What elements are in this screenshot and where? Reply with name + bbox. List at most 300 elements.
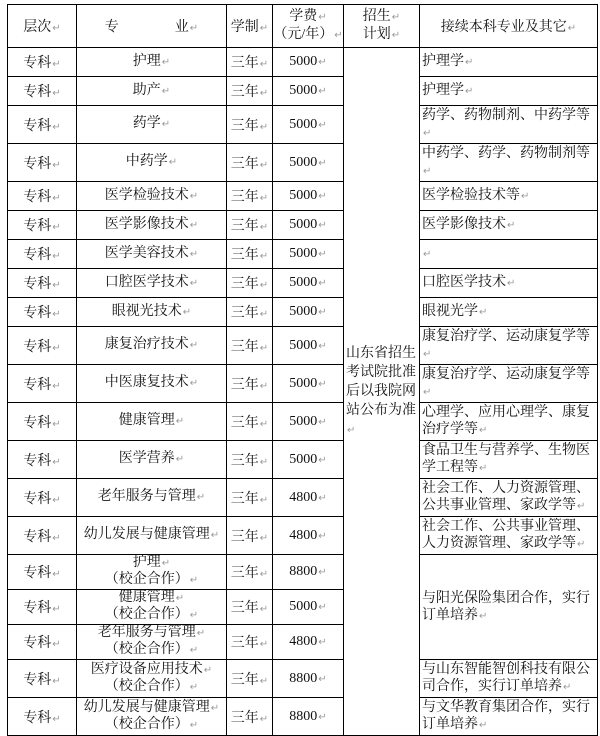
continuation-value: 口腔医学技术 <box>422 275 506 290</box>
paragraph-mark-icon: ↵ <box>52 23 61 34</box>
duration-cell <box>227 269 273 298</box>
level-value: 专科 <box>23 415 52 431</box>
duration-cell <box>227 441 273 479</box>
major-value: 健康管理 <box>118 590 175 605</box>
tuition-value: 5000 <box>289 413 318 429</box>
major-cell <box>77 298 227 327</box>
tuition-cell <box>273 211 344 240</box>
table-row <box>8 77 598 106</box>
paragraph-mark-icon: ↵ <box>196 628 206 639</box>
paragraph-mark-icon: ↵ <box>52 675 61 687</box>
paragraph-mark-icon: ↵ <box>259 456 269 468</box>
paragraph-mark-icon: ↵ <box>196 492 206 503</box>
paragraph-mark-icon: ↵ <box>52 639 61 650</box>
continuation-cell <box>420 298 598 327</box>
duration-value: 三年 <box>230 277 259 292</box>
paragraph-mark-icon: ↵ <box>259 494 269 506</box>
tuition-value: 5000 <box>289 337 318 353</box>
major-value: 眼视光技术 <box>111 303 182 319</box>
tuition-cell <box>273 269 344 298</box>
paragraph-mark-icon: ↵ <box>318 567 327 578</box>
paragraph-mark-icon: ↵ <box>479 463 488 474</box>
tuition-value: 5000 <box>289 451 318 467</box>
header-tuition-label: 学费 <box>289 9 318 24</box>
paragraph-mark-icon: ↵ <box>423 166 432 177</box>
duration-cell <box>227 555 273 590</box>
paragraph-mark-icon: ↵ <box>259 222 269 233</box>
continuation-cell <box>420 77 598 106</box>
major-cell <box>77 660 227 698</box>
level-value: 专科 <box>23 566 52 581</box>
table-row <box>8 365 598 403</box>
coop-note-cell <box>420 555 598 660</box>
paragraph-mark-icon: ↵ <box>52 121 61 133</box>
paragraph-mark-icon: ↵ <box>161 558 171 569</box>
table-row <box>8 555 598 590</box>
paragraph-mark-icon: ↵ <box>52 532 61 544</box>
level-cell <box>8 106 77 144</box>
duration-cell <box>227 365 273 403</box>
level-cell <box>8 182 77 211</box>
paragraph-mark-icon: ↵ <box>577 501 586 512</box>
tuition-cell <box>273 590 344 625</box>
table-row <box>8 517 598 555</box>
paragraph-mark-icon: ↵ <box>203 664 213 676</box>
paragraph-mark-icon: ↵ <box>318 157 327 169</box>
continuation-cell <box>420 106 598 144</box>
tuition-value: 5000 <box>289 275 318 290</box>
continuation-cell <box>420 211 598 240</box>
paragraph-mark-icon: ↵ <box>175 593 185 604</box>
tuition-value: 5000 <box>289 116 318 132</box>
table-row <box>8 240 598 269</box>
enrollment-plan-note: 山东省招生考试院批准后以我院网站公布为准 <box>346 345 416 418</box>
header-continuation-label: 接续本科专业及其它 <box>440 20 567 35</box>
tuition-cell <box>273 365 344 403</box>
level-cell <box>8 660 77 698</box>
major-value: 老年服务与管理 <box>97 489 196 504</box>
level-value: 专科 <box>23 529 52 545</box>
paragraph-mark-icon: ↵ <box>318 602 327 613</box>
continuation-value: 眼视光学 <box>422 304 478 319</box>
level-cell <box>8 590 77 625</box>
paragraph-mark-icon: ↵ <box>259 23 269 34</box>
paragraph-mark-icon: ↵ <box>259 59 269 70</box>
paragraph-mark-icon: ↵ <box>259 309 269 320</box>
major-cell <box>77 106 227 144</box>
level-cell <box>8 77 77 106</box>
paragraph-mark-icon: ↵ <box>507 278 516 289</box>
level-cell <box>8 441 77 479</box>
paragraph-mark-icon: ↵ <box>521 191 530 202</box>
paragraph-mark-icon: ↵ <box>318 278 327 289</box>
paragraph-mark-icon: ↵ <box>391 30 401 41</box>
major-cell <box>77 269 227 298</box>
major-value: （校企合作） <box>104 716 189 732</box>
major-value: 医学检验技术 <box>104 187 189 203</box>
paragraph-mark-icon: ↵ <box>52 59 61 70</box>
continuation-value: 社会工作、人力资源管理、公共事业管理、家政学等 <box>422 481 590 513</box>
table-row <box>8 698 598 736</box>
level-cell <box>8 269 77 298</box>
continuation-cell <box>420 517 598 555</box>
tuition-cell <box>273 517 344 555</box>
tuition-cell <box>273 479 344 517</box>
major-value: 口腔医学技术 <box>104 274 189 290</box>
major-cell <box>77 48 227 77</box>
paragraph-mark-icon: ↵ <box>189 190 199 202</box>
continuation-cell <box>420 403 598 441</box>
level-value: 专科 <box>23 277 52 292</box>
level-cell <box>8 403 77 441</box>
major-cell <box>77 590 227 625</box>
level-value: 专科 <box>23 377 52 393</box>
paragraph-mark-icon: ↵ <box>479 307 488 318</box>
paragraph-mark-icon: ↵ <box>259 88 269 99</box>
paragraph-mark-icon: ↵ <box>318 249 327 260</box>
header-duration-label: 学制 <box>230 20 259 35</box>
major-cell <box>77 240 227 269</box>
paragraph-mark-icon: ↵ <box>189 277 199 289</box>
continuation-cell <box>420 269 598 298</box>
header-major <box>77 5 227 48</box>
tuition-value: 4800 <box>289 489 318 505</box>
tuition-cell <box>273 403 344 441</box>
tuition-value: 5000 <box>289 375 318 391</box>
duration-cell <box>227 327 273 365</box>
paragraph-mark-icon: ↵ <box>52 280 61 291</box>
paragraph-mark-icon: ↵ <box>52 309 61 320</box>
major-value: 健康管理 <box>118 413 175 428</box>
major-value: 幼儿发展与健康管理 <box>83 527 210 542</box>
table-row <box>8 403 598 441</box>
paragraph-mark-icon: ↵ <box>52 380 61 392</box>
paragraph-mark-icon: ↵ <box>189 378 199 389</box>
paragraph-mark-icon: ↵ <box>182 306 192 318</box>
paragraph-mark-icon: ↵ <box>259 532 269 544</box>
continuation-value: 社会工作、公共事业管理、人力资源管理、家政学等 <box>422 519 590 551</box>
duration-value: 三年 <box>230 156 259 172</box>
paragraph-mark-icon: ↵ <box>52 418 61 430</box>
paragraph-mark-icon: ↵ <box>318 378 327 390</box>
paragraph-mark-icon: ↵ <box>259 713 269 725</box>
level-cell <box>8 365 77 403</box>
tuition-value: 8800 <box>289 564 318 579</box>
continuation-value: 护理学 <box>422 83 464 98</box>
duration-value: 三年 <box>230 56 259 71</box>
duration-value: 三年 <box>230 219 259 234</box>
duration-cell <box>227 240 273 269</box>
continuation-cell <box>420 240 598 269</box>
paragraph-mark-icon: ↵ <box>52 604 61 615</box>
paragraph-mark-icon: ↵ <box>318 340 327 352</box>
major-cell <box>77 365 227 403</box>
tuition-cell <box>273 48 344 77</box>
continuation-value: 护理学 <box>422 54 464 69</box>
paragraph-mark-icon: ↵ <box>161 56 171 68</box>
continuation-value: 食品卫生与营养学、生物医学工程等 <box>422 443 590 475</box>
major-cell <box>77 403 227 441</box>
tuition-cell <box>273 240 344 269</box>
duration-cell <box>227 182 273 211</box>
level-cell <box>8 479 77 517</box>
paragraph-mark-icon: ↵ <box>259 675 269 687</box>
table-row <box>8 182 598 211</box>
continuation-cell <box>420 144 598 182</box>
paragraph-mark-icon: ↵ <box>334 30 343 41</box>
major-cell <box>77 555 227 590</box>
continuation-cell <box>420 698 598 736</box>
header-tuition <box>273 5 344 48</box>
level-cell <box>8 240 77 269</box>
paragraph-mark-icon: ↵ <box>189 681 199 693</box>
header-tuition-unit: （元/年） <box>273 27 334 42</box>
paragraph-mark-icon: ↵ <box>168 157 178 168</box>
paragraph-mark-icon: ↵ <box>259 569 269 580</box>
header-continuation <box>420 5 598 48</box>
major-cell <box>77 182 227 211</box>
duration-value: 三年 <box>230 710 259 726</box>
paragraph-mark-icon: ↵ <box>423 128 432 139</box>
duration-cell <box>227 479 273 517</box>
level-value: 专科 <box>23 339 52 355</box>
paragraph-mark-icon: ↵ <box>189 340 199 351</box>
tuition-value: 5000 <box>289 599 318 614</box>
paragraph-mark-icon: ↵ <box>259 604 269 615</box>
paragraph-mark-icon: ↵ <box>52 713 61 725</box>
duration-value: 三年 <box>230 306 259 321</box>
paragraph-mark-icon: ↵ <box>52 88 61 99</box>
duration-cell <box>227 625 273 660</box>
tuition-cell <box>273 106 344 144</box>
paragraph-mark-icon: ↵ <box>318 416 327 428</box>
paragraph-mark-icon: ↵ <box>189 23 199 34</box>
level-value: 专科 <box>23 710 52 726</box>
duration-value: 三年 <box>230 672 259 688</box>
continuation-cell <box>420 660 598 698</box>
major-cell <box>77 517 227 555</box>
table-row <box>8 106 598 144</box>
major-value: 助产 <box>132 82 161 98</box>
duration-value: 三年 <box>230 636 259 651</box>
paragraph-mark-icon: ↵ <box>52 456 61 468</box>
paragraph-mark-icon: ↵ <box>465 57 474 68</box>
continuation-value: 医学检验技术等 <box>422 188 520 203</box>
major-value: （校企合作） <box>104 572 189 587</box>
paragraph-mark-icon: ↵ <box>563 682 572 693</box>
paragraph-mark-icon: ↵ <box>259 193 269 204</box>
paragraph-mark-icon: ↵ <box>259 280 269 291</box>
level-cell <box>8 698 77 736</box>
level-value: 专科 <box>23 190 52 205</box>
paragraph-mark-icon: ↵ <box>318 711 327 723</box>
major-cell <box>77 698 227 736</box>
duration-value: 三年 <box>230 415 259 431</box>
major-cell <box>77 211 227 240</box>
tuition-value: 5000 <box>289 154 318 170</box>
table-row <box>8 441 598 479</box>
paragraph-mark-icon: ↵ <box>318 191 327 202</box>
paragraph-mark-icon: ↵ <box>52 569 61 580</box>
continuation-cell <box>420 479 598 517</box>
duration-value: 三年 <box>230 118 259 134</box>
duration-value: 三年 <box>230 601 259 616</box>
paragraph-mark-icon: ↵ <box>210 702 220 714</box>
paragraph-mark-icon: ↵ <box>423 349 432 360</box>
paragraph-mark-icon: ↵ <box>423 387 432 398</box>
paragraph-mark-icon: ↵ <box>52 251 61 262</box>
admissions-table <box>7 4 598 736</box>
duration-value: 三年 <box>230 248 259 263</box>
continuation-value: 中药学、药学、药物制剂等 <box>422 146 590 161</box>
table-row <box>8 144 598 182</box>
level-value: 专科 <box>23 453 52 469</box>
paragraph-mark-icon: ↵ <box>567 23 577 34</box>
major-value: 康复治疗技术 <box>104 337 189 352</box>
paragraph-mark-icon: ↵ <box>318 12 327 23</box>
tuition-cell <box>273 327 344 365</box>
major-value: 医学影像技术 <box>104 216 189 232</box>
paragraph-mark-icon: ↵ <box>318 220 327 231</box>
level-value: 专科 <box>23 85 52 100</box>
major-value: 药学 <box>132 116 161 131</box>
paragraph-mark-icon: ↵ <box>189 575 199 586</box>
duration-value: 三年 <box>230 339 259 355</box>
paragraph-mark-icon: ↵ <box>175 454 185 465</box>
major-value: 护理 <box>132 53 161 69</box>
paragraph-mark-icon: ↵ <box>318 673 327 685</box>
level-value: 专科 <box>23 219 52 234</box>
header-major-label: 专 业 <box>104 20 189 35</box>
tuition-value: 5000 <box>289 83 318 98</box>
table-body <box>8 48 598 736</box>
paragraph-mark-icon: ↵ <box>479 610 488 622</box>
continuation-cell <box>420 327 598 365</box>
paragraph-mark-icon: ↵ <box>318 637 327 648</box>
continuation-value: 药学、药物制剂、中药学等 <box>422 108 590 123</box>
paragraph-mark-icon: ↵ <box>318 86 327 97</box>
continuation-value: 康复治疗学、运动康复学等 <box>422 367 590 382</box>
paragraph-mark-icon: ↵ <box>318 307 327 318</box>
major-value: 老年服务与管理 <box>97 625 196 640</box>
level-value: 专科 <box>23 636 52 651</box>
continuation-cell <box>420 182 598 211</box>
major-cell <box>77 327 227 365</box>
major-cell <box>77 625 227 660</box>
level-value: 专科 <box>23 156 52 172</box>
continuation-value: 心理学、应用心理学、康复治疗学等 <box>422 405 590 437</box>
duration-value: 三年 <box>230 85 259 100</box>
header-level-label: 层次 <box>23 20 52 35</box>
paragraph-mark-icon: ↵ <box>259 380 269 392</box>
paragraph-mark-icon: ↵ <box>479 425 488 436</box>
tuition-value: 4800 <box>289 634 318 649</box>
paragraph-mark-icon: ↵ <box>52 159 61 171</box>
header-plan-label-2: 计划 <box>362 27 391 42</box>
duration-cell <box>227 211 273 240</box>
major-value: （校企合作） <box>104 678 189 694</box>
tuition-value: 5000 <box>289 217 318 232</box>
level-value: 专科 <box>23 56 52 71</box>
paragraph-mark-icon: ↵ <box>161 119 171 130</box>
duration-cell <box>227 298 273 327</box>
duration-cell <box>227 106 273 144</box>
paragraph-mark-icon: ↵ <box>318 119 327 131</box>
paragraph-mark-icon: ↵ <box>189 219 199 231</box>
table-row <box>8 269 598 298</box>
continuation-value: 康复治疗学、运动康复学等 <box>422 329 590 344</box>
major-value: 医学营养 <box>118 451 175 466</box>
duration-value: 三年 <box>230 529 259 545</box>
paragraph-mark-icon: ↵ <box>175 416 185 427</box>
table-row <box>8 48 598 77</box>
paragraph-mark-icon: ↵ <box>189 645 199 656</box>
duration-cell <box>227 77 273 106</box>
level-value: 专科 <box>23 306 52 321</box>
level-value: 专科 <box>23 601 52 616</box>
major-cell <box>77 77 227 106</box>
paragraph-mark-icon: ↵ <box>52 222 61 233</box>
paragraph-mark-icon: ↵ <box>577 539 586 550</box>
level-cell <box>8 48 77 77</box>
header-row <box>8 5 598 48</box>
header-duration <box>227 5 273 48</box>
tuition-cell <box>273 298 344 327</box>
level-value: 专科 <box>23 248 52 263</box>
paragraph-mark-icon: ↵ <box>318 492 327 504</box>
level-value: 专科 <box>23 491 52 507</box>
paragraph-mark-icon: ↵ <box>318 530 327 542</box>
table-row <box>8 327 598 365</box>
tuition-value: 5000 <box>289 188 318 203</box>
major-value: （校企合作） <box>104 642 189 657</box>
paragraph-mark-icon: ↵ <box>259 251 269 262</box>
table-row <box>8 298 598 327</box>
level-cell <box>8 625 77 660</box>
major-value: 医疗设备应用技术 <box>90 661 203 677</box>
duration-cell <box>227 660 273 698</box>
tuition-value: 5000 <box>289 54 318 69</box>
duration-cell <box>227 590 273 625</box>
duration-value: 三年 <box>230 566 259 581</box>
major-cell <box>77 441 227 479</box>
paragraph-mark-icon: ↵ <box>189 610 199 621</box>
level-cell <box>8 144 77 182</box>
tuition-cell <box>273 144 344 182</box>
paragraph-mark-icon: ↵ <box>423 249 432 260</box>
paragraph-mark-icon: ↵ <box>189 248 199 260</box>
paragraph-mark-icon: ↵ <box>318 57 327 68</box>
table-row <box>8 211 598 240</box>
coop-note-value: 与阳光保险集团合作，实行订单培养 <box>422 590 590 623</box>
duration-value: 三年 <box>230 190 259 205</box>
major-cell <box>77 479 227 517</box>
level-cell <box>8 555 77 590</box>
paragraph-mark-icon: ↵ <box>259 418 269 430</box>
level-cell <box>8 327 77 365</box>
paragraph-mark-icon: ↵ <box>479 720 488 731</box>
tuition-value: 8800 <box>289 708 318 724</box>
paragraph-mark-icon: ↵ <box>318 454 327 466</box>
major-value: 护理 <box>132 555 161 570</box>
header-plan-label-1: 招生 <box>362 9 391 24</box>
paragraph-mark-icon: ↵ <box>52 193 61 204</box>
tuition-cell <box>273 77 344 106</box>
tuition-cell <box>273 555 344 590</box>
tuition-cell <box>273 441 344 479</box>
table-row <box>8 479 598 517</box>
continuation-cell <box>420 365 598 403</box>
